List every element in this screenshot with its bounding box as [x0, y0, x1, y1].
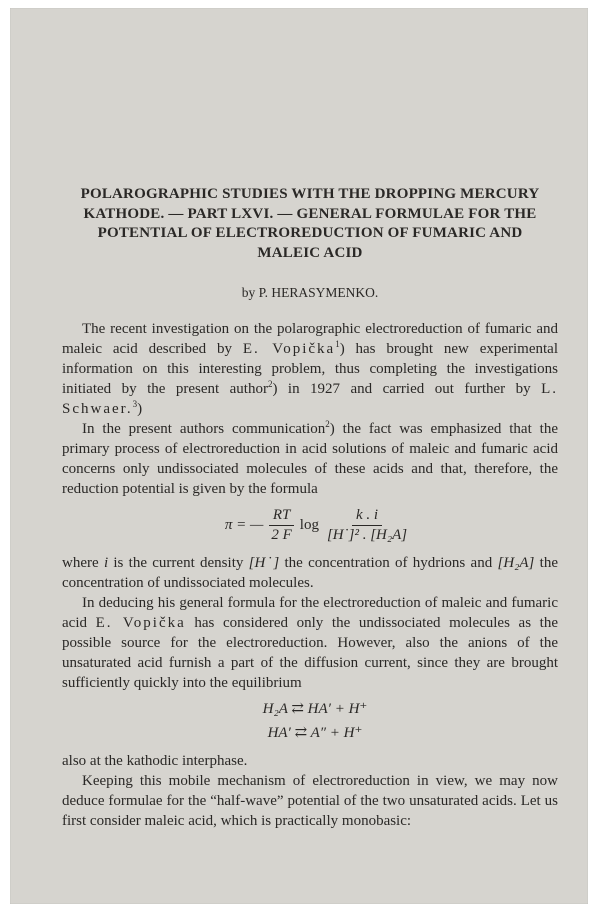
- eq1-fraction-rt: [267, 507, 295, 544]
- eq1-den-1: 2 F: [271, 526, 292, 543]
- title-line-3: POTENTIAL OF ELECTROREDUCTION OF FUMARIC AND: [97, 225, 523, 241]
- author-name: P. HERASYMENKO.: [258, 285, 379, 300]
- p2-text-2: ) the fact was emphasized that the primary process of electroreduction in acid solutions of maleic and fumaric acid concerns only undissociated molecules of these acids and that, therefore, the reduction potential is given by the formula: [62, 421, 558, 497]
- article-content: [62, 185, 558, 831]
- p1-footnote-3: 3: [132, 399, 138, 409]
- p1-name-schwaer: L. Schwaer.: [62, 381, 558, 417]
- eq1-num-2: k . i: [352, 507, 382, 526]
- paragraph-1: [62, 319, 558, 419]
- p3-text-1: where: [62, 555, 104, 571]
- title-line-2: KATHODE. — PART LXVI. — GENERAL FORMULAE FOR THE: [83, 205, 537, 222]
- eq1-lhs: π = —: [224, 516, 264, 533]
- p3-text-3: the concentration of hydrions and: [279, 555, 498, 571]
- p3-symbol-h: [H˙]: [248, 555, 280, 571]
- eq2-line-2: HA′ ⇄ A″ + H⁺: [267, 725, 363, 741]
- eq1-log: log: [299, 516, 319, 533]
- p1-text-3: ) in 1927 and carried out further by: [272, 381, 542, 397]
- p4-name-vopicka: E. Vopička: [95, 615, 186, 631]
- equation-potential: [82, 503, 558, 547]
- author-line: [62, 285, 558, 301]
- eq1-num-1: RT: [269, 507, 295, 526]
- eq2-line-1: H₂A ⇄ HA′ + H⁺: [262, 701, 368, 717]
- p1-text-4: ): [137, 401, 143, 417]
- p1-footnote-1: 1: [335, 339, 340, 349]
- title-line-4: MALEIC ACID: [257, 244, 363, 261]
- p3-symbol-i: i: [103, 555, 109, 571]
- paragraph-6: Keeping this mobile mechanism of electroreduction in view, we may now deduce formulae for the “half-wave” potential of the two unsaturated acids. Let us first consider maleic acid, which is practically monobasic:: [62, 773, 558, 829]
- paragraph-3: [62, 553, 558, 593]
- p1-footnote-2: 2: [267, 379, 273, 389]
- eq1-fraction-ki: [323, 507, 411, 544]
- p2-text-1: In the present authors communication: [82, 421, 326, 437]
- p3-text-4: the concentration of undissociated molecules.: [62, 555, 558, 591]
- p1-text-2: ) has brought new experimental information on this interesting problem, thus completing the investigations initiated by the present author: [62, 341, 558, 397]
- p2-footnote-1: 2: [325, 419, 330, 429]
- paper-page: [10, 8, 588, 904]
- paragraph-4: [62, 593, 558, 693]
- paragraph-5: also at the kathodic interphase.: [62, 753, 248, 769]
- title-line-1: POLAROGRAPHIC STUDIES WITH THE DROPPING MERCURY: [80, 186, 540, 202]
- author-prefix: by: [241, 285, 256, 300]
- article-title: [62, 185, 558, 263]
- p4-text-2: has considered only the undissociated molecules as the possible source for the electroreduction. However, also the anions of the unsaturated acid furnish a part of the diffusion current, since they are brought sufficiently quickly into the equilibrium: [62, 615, 558, 691]
- paragraph-2: [62, 419, 558, 499]
- p3-symbol-h2a: [H₂A]: [497, 555, 535, 571]
- equation-equilibrium: [62, 697, 558, 745]
- p4-text-1: In deducing his general formula for the electroreduction of maleic and fumaric acid: [62, 595, 558, 631]
- p3-text-2: is the current density: [108, 555, 249, 571]
- p1-name-vopicka: E. Vopička: [242, 341, 336, 357]
- eq1-den-2: [H˙]² . [H₂A]: [326, 526, 408, 543]
- p1-text-1: The recent investigation on the polarographic electroreduction of fumaric and maleic acid described by: [62, 321, 558, 357]
